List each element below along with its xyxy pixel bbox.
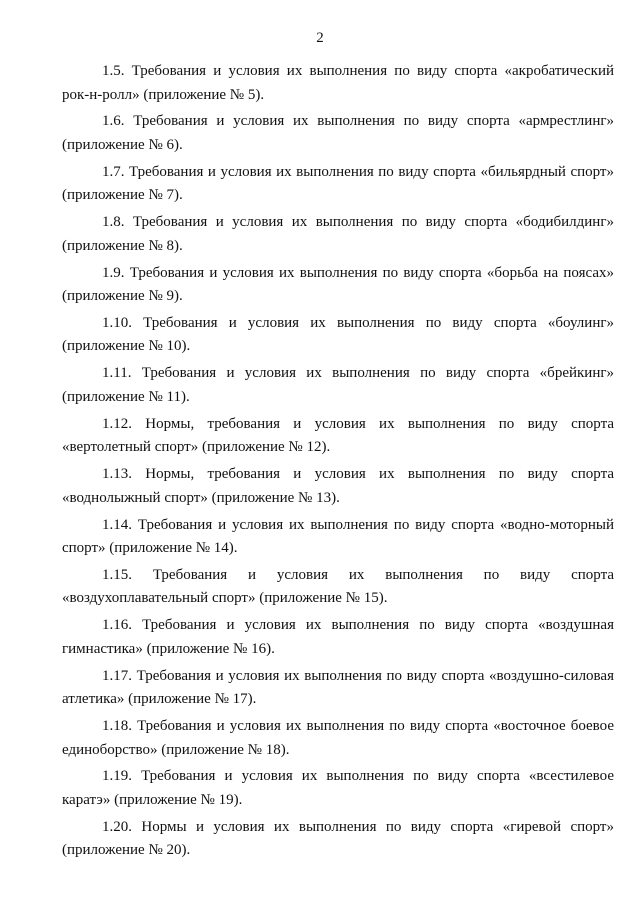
item-1-11: 1.11. Требования и условия их выполнения по виду спорта «брейкинг» (приложение № 11). xyxy=(62,365,614,405)
item-1-14: 1.14. Требования и условия их выполнения по виду спорта «водно-моторный спорт» (приложение № 14). xyxy=(62,516,614,557)
item-1-16: 1.16. Требования и условия их выполнения по виду спорта «воздушная гимнастика» (приложение № 16). xyxy=(62,617,614,657)
item-1-15: 1.15. Требования и условия их выполнения по виду спорта «воздухоплавательный спорт» (приложение № 15). xyxy=(62,566,614,607)
item-1-12: 1.12. Нормы, требования и условия их выполнения по виду спорта «вертолетный спорт» (приложение № 12). xyxy=(62,415,614,456)
item-1-5: 1.5. Требования и условия их выполнения по виду спорта «акробатический рок-н-ролл» (приложение № 5). xyxy=(62,63,614,103)
item-1-13: 1.13. Нормы, требования и условия их выполнения по виду спорта «воднолыжный спорт» (приложение № 13). xyxy=(62,466,614,506)
item-1-6: 1.6. Требования и условия их выполнения по виду спорта «армрестлинг» (приложение № 6). xyxy=(62,113,614,153)
item-1-17: 1.17. Требования и условия их выполнения по виду спорта «воздушно-силовая атлетика» (приложение № 17). xyxy=(62,667,614,708)
items-list xyxy=(62,60,614,866)
item-1-18: 1.18. Требования и условия их выполнения по виду спорта «восточное боевое единоборство» (приложение № 18). xyxy=(62,718,614,758)
page-number: 2 xyxy=(316,30,324,46)
item-1-20: 1.20. Нормы и условия их выполнения по виду спорта «гиревой спорт» (приложение № 20). xyxy=(62,818,614,859)
item-1-8: 1.8. Требования и условия их выполнения по виду спорта «бодибилдинг» (приложение № 8). xyxy=(62,214,614,254)
item-1-7: 1.7. Требования и условия их выполнения по виду спорта «бильярдный спорт» (приложение № 7). xyxy=(62,163,614,204)
item-1-9: 1.9. Требования и условия их выполнения по виду спорта «борьба на поясах» (приложение № 9). xyxy=(62,264,614,305)
item-1-10: 1.10. Требования и условия их выполнения по виду спорта «боулинг» (приложение № 10). xyxy=(62,314,614,355)
item-1-19: 1.19. Требования и условия их выполнения по виду спорта «всестилевое каратэ» (приложение № 19). xyxy=(62,768,614,808)
